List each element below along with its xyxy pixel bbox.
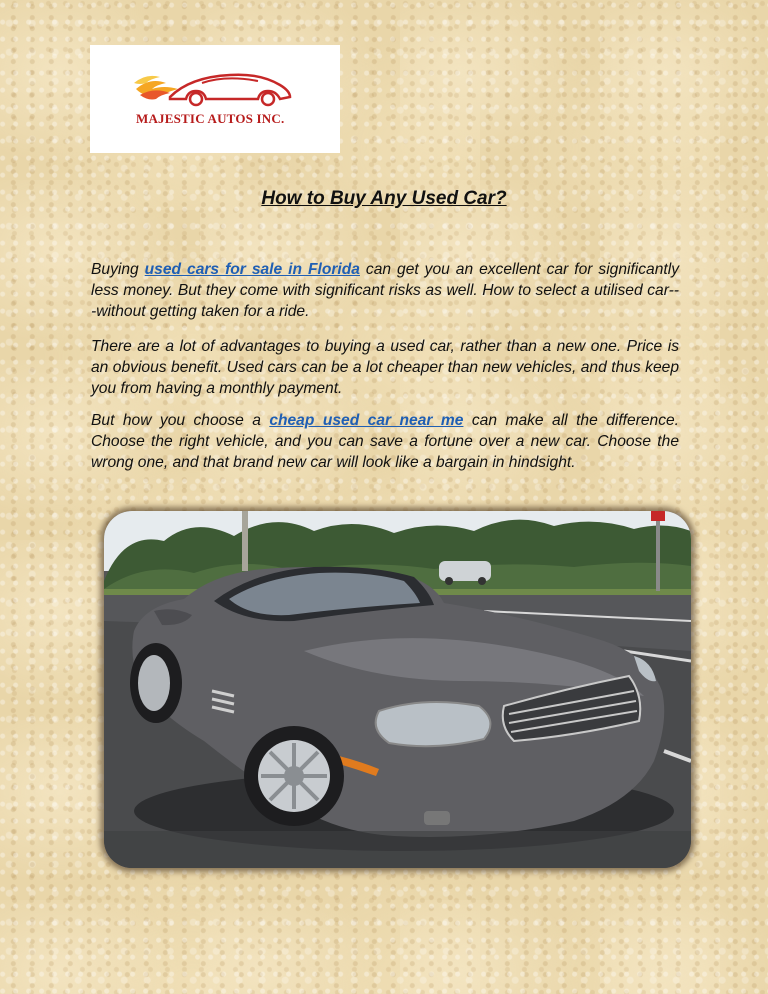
cheap-used-car-link[interactable]: cheap used car near me	[269, 412, 464, 429]
paragraph-intro-text-start: Buying	[91, 261, 145, 278]
paragraph-choose	[91, 410, 679, 473]
car-illustration	[104, 511, 691, 868]
paragraph-intro-text-end: can get you an excellent car for significantly less money. But they come with significant risks as well. How to select a utilised car---without getting taken for a ride.	[91, 261, 679, 320]
used-cars-florida-link[interactable]: used cars for sale in Florida	[144, 261, 360, 278]
paragraph-advantages: There are a lot of advantages to buying a used car, rather than a new one. Price is an obvious benefit. Used cars can be a lot cheaper than new vehicles, and thus keep you from having a monthly payment.	[91, 338, 679, 397]
paragraph-choose-text-end: can make all the difference. Choose the right vehicle, and you can save a fortune over a new car. Choose the wrong one, and that brand new car will look like a bargain in hindsight.	[91, 412, 680, 471]
car-photo	[104, 511, 691, 868]
paragraph-intro	[91, 259, 679, 322]
paragraph-choose-text-start: But how you choose a	[91, 412, 270, 429]
company-name: MAJESTIC AUTOS INC.	[136, 111, 285, 126]
flame-car-logo-icon	[130, 67, 300, 113]
article-title: How to Buy Any Used Car?	[261, 188, 507, 209]
company-logo	[90, 45, 340, 153]
